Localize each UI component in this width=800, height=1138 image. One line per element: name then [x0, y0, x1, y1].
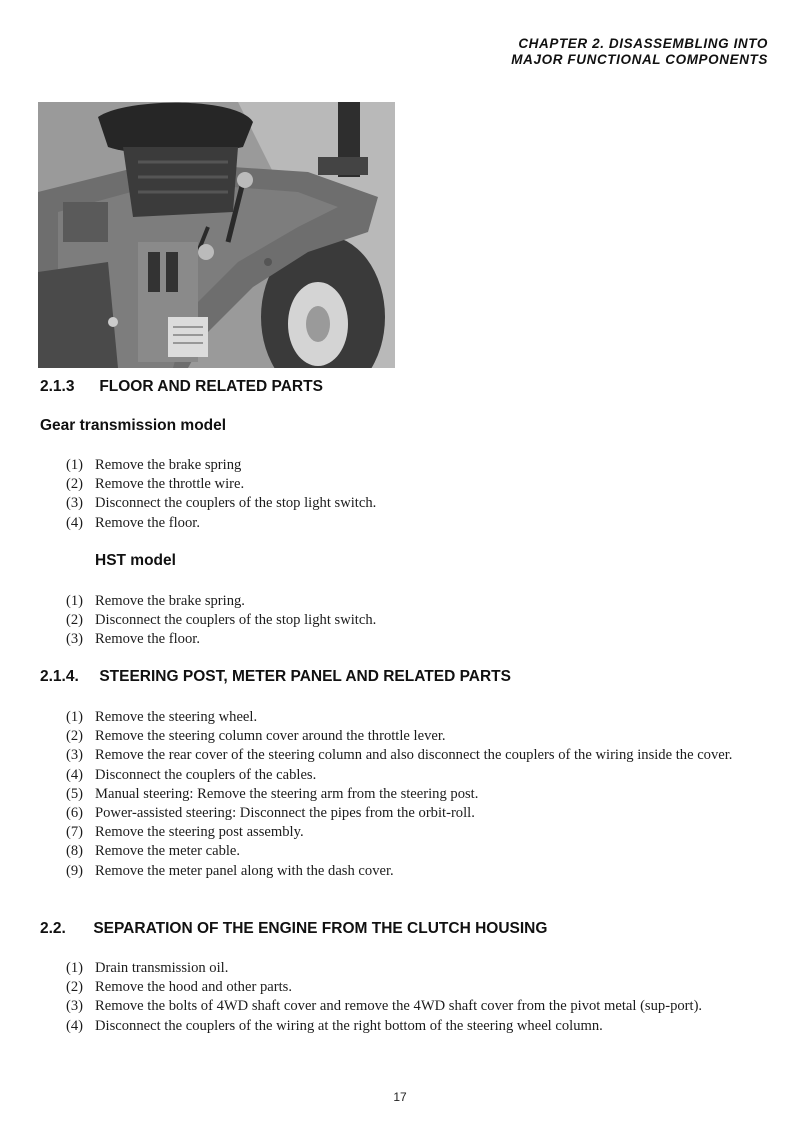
step-number: (4)	[66, 766, 84, 783]
list-item	[66, 746, 768, 765]
section-number: 2.2.	[40, 920, 66, 937]
step-number: (6)	[66, 805, 84, 822]
step-number: (9)	[66, 862, 84, 879]
step-number: (4)	[66, 1017, 84, 1034]
step-text: Remove the brake spring.	[95, 593, 245, 609]
step-number: (2)	[66, 612, 84, 629]
engine-separation-steps	[66, 959, 768, 1036]
step-number: (3)	[66, 747, 84, 764]
list-item	[66, 997, 768, 1016]
step-text: Disconnect the couplers of the stop light switch.	[95, 612, 377, 629]
step-text: Disconnect the couplers of the stop light switch.	[95, 495, 377, 512]
subsection-heading-gear-transmission: Gear transmission model	[40, 417, 227, 434]
list-item	[66, 611, 768, 630]
step-text: Remove the meter cable.	[95, 843, 241, 860]
list-item	[66, 804, 768, 823]
list-item	[66, 862, 768, 881]
section-heading-2-2	[40, 920, 547, 938]
chapter-heading-line-1: CHAPTER 2. DISASSEMBLING INTO	[518, 36, 768, 51]
step-number: (4)	[66, 514, 84, 531]
list-item	[66, 456, 768, 475]
step-text: Remove the meter panel along with the dash cover.	[95, 862, 394, 879]
step-text: Remove the steering column cover around the throttle lever.	[95, 728, 446, 745]
section-heading-2-1-3	[40, 378, 323, 396]
step-text: Drain transmission oil.	[95, 960, 229, 976]
tractor-floor-photo	[38, 102, 395, 368]
list-item	[66, 727, 768, 746]
steering-post-steps	[66, 708, 768, 881]
list-item	[66, 630, 768, 649]
chapter-heading	[511, 36, 768, 68]
step-text: Remove the brake spring	[95, 457, 242, 473]
step-number: (8)	[66, 843, 84, 860]
step-text: Remove the rear cover of the steering column and also disconnect the couplers of the wiring inside the cover.	[95, 747, 733, 764]
step-text: Remove the floor.	[95, 631, 200, 648]
chapter-heading-line-2: MAJOR FUNCTIONAL COMPONENTS	[511, 52, 768, 67]
list-item	[66, 766, 768, 785]
list-item	[66, 823, 768, 842]
list-item	[66, 494, 768, 513]
list-item	[66, 475, 768, 494]
step-text: Manual steering: Remove the steering arm from the steering post.	[95, 785, 479, 802]
subsection-heading-hst: HST model	[95, 552, 176, 569]
section-title: SEPARATION OF THE ENGINE FROM THE CLUTCH HOUSING	[93, 920, 548, 937]
list-item	[66, 842, 768, 861]
list-item	[66, 978, 768, 997]
section-title: STEERING POST, METER PANEL AND RELATED PARTS	[99, 668, 511, 685]
step-text: Remove the steering wheel.	[95, 709, 258, 725]
list-item	[66, 785, 768, 804]
step-number: (3)	[66, 495, 84, 512]
tractor-floor-photo-illustration	[38, 102, 395, 368]
step-number: (1)	[66, 593, 84, 609]
step-text: Disconnect the couplers of the cables.	[95, 766, 317, 783]
section-title: FLOOR AND RELATED PARTS	[99, 378, 323, 395]
section-number: 2.1.3	[40, 378, 75, 395]
step-number: (1)	[66, 709, 84, 725]
list-item	[66, 514, 768, 533]
step-number: (2)	[66, 979, 84, 996]
step-number: (1)	[66, 457, 84, 473]
step-text: Remove the steering post assembly.	[95, 824, 304, 841]
list-item	[66, 592, 768, 611]
step-number: (2)	[66, 476, 84, 493]
step-text: Remove the bolts of 4WD shaft cover and remove the 4WD shaft cover from the pivot metal (sup-port).	[95, 998, 703, 1015]
step-number: (7)	[66, 824, 84, 841]
step-text: Power-assisted steering: Disconnect the pipes from the orbit-roll.	[95, 805, 475, 822]
step-text: Remove the hood and other parts.	[95, 979, 292, 996]
list-item	[66, 1017, 768, 1036]
step-number: (3)	[66, 998, 84, 1015]
hst-steps	[66, 592, 768, 650]
step-text: Remove the throttle wire.	[95, 476, 245, 493]
step-number: (3)	[66, 631, 84, 648]
step-number: (2)	[66, 728, 84, 745]
step-text: Disconnect the couplers of the wiring at the right bottom of the steering wheel column.	[95, 1017, 603, 1034]
step-text: Remove the floor.	[95, 514, 200, 531]
list-item	[66, 708, 768, 727]
page-number: 17	[393, 1090, 407, 1104]
section-heading-2-1-4	[40, 668, 511, 686]
list-item	[66, 959, 768, 978]
section-number: 2.1.4.	[40, 668, 79, 685]
step-number: (5)	[66, 785, 84, 802]
gear-transmission-steps	[66, 456, 768, 533]
step-number: (1)	[66, 960, 84, 976]
